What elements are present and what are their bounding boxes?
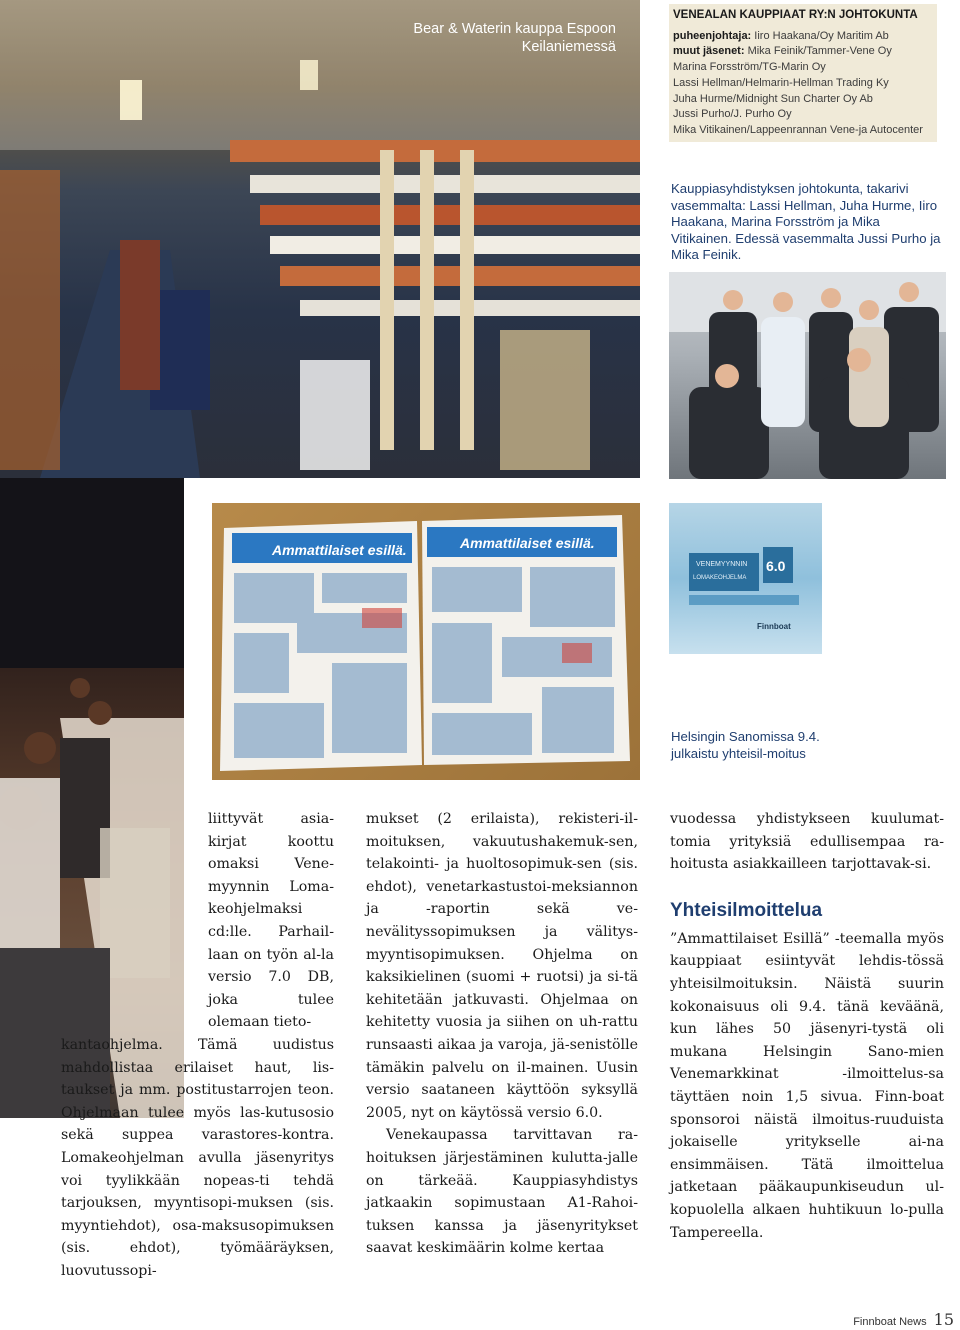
- newspaper-left-header: Ammattilaiset esillä.: [272, 542, 407, 558]
- store-photo-illustration: [0, 0, 640, 478]
- store-photo-caption: Bear & Waterin kauppa Espoon Keilaniemessä: [413, 21, 616, 55]
- board-member: Marina Forsström/TG-Marin Oy: [673, 61, 826, 74]
- article-paragraph: vuodessa yhdistykseen kuulumat-tomia yrityksiä edullisempaa ra-hoitusta asiakkailleen tarjottavak-si.: [670, 811, 944, 873]
- cd-cover-illustration: [669, 503, 822, 654]
- board-group-photo: [669, 272, 946, 479]
- page-footer: [853, 1310, 954, 1329]
- article-paragraph: mukset (2 erilaista), rekisteri-il-moituksen, vakuutushakemuk-sen, telakointi- ja huoltosopimuk-sen (sis. ehdot), venetarkastustoi-meksiannon ja -raportin sekä ve-nevälityssopimuksen ja välitys-myyntisopimuksen. Ohjelma on kaksikielinen (suomi + ruotsi) ja si-tä kehitetään jatkuvasti. Ohjelmaa on kehitetty vuosia ja siihen on uh-rattu runsaasti aikaa ja varoja, jä-senistölle tämäkin palvelu on il-mainen. Uusin versio saataneen käyttöön syksyllä 2005, nyt on käytössä versio 6.0.: [366, 811, 638, 1121]
- board-photo-caption: Kauppiasyhdistyksen johtokunta, takarivi vasemmalta: Lassi Hellman, Juha Hurme, Iiro Haakana, Marina Forsström ja Mika Vitikainen. Edessä vasemmalta Jussi Purho ja Mika Feinik.: [671, 181, 941, 262]
- article-paragraph: kantaohjelma. Tämä uudistus mahdollistaa erilaiset haut, lis-taukset ja mm. postitustarrojen teon. Ohjelmaan tulee myös las-kutusosio sekä suppea varastores-kontra. Lomakeohjelman avulla jäsenyritys voi tyylikkään nopeas-ti tehdä tarjouksen, myyntisopi-muksen (sis. myyntiehdot), osa-maksusopimuksen (sis. ehdot), työmääräyksen, luovutussopi-: [61, 1037, 334, 1279]
- board-member: Mika Vitikainen/Lappeenrannan Vene-ja Autocenter: [673, 123, 923, 136]
- article-paragraph: Venekaupassa tarvittavan ra-hoituksen järjestäminen kulutta-jalle on tärkeää. Kauppiasyhdistys jatkaakin sopimustaan A1-Rahoi-tuksen kanssa ja jäsenyritykset saavat keskimäärin kolme kertaa: [366, 1127, 638, 1257]
- board-members-box: [669, 4, 937, 142]
- board-group-illustration: [669, 272, 946, 479]
- newspaper-illustration: [212, 503, 640, 780]
- cd-version: 6.0: [766, 558, 786, 574]
- board-box-title: VENEALAN KAUPPIAAT RY:N JOHTOKUNTA: [673, 9, 918, 21]
- store-photo: [0, 0, 640, 478]
- meeting-photo: [0, 478, 184, 1118]
- newspaper-photo: [212, 503, 640, 780]
- board-chair-line: [673, 29, 931, 45]
- members-label: muut jäsenet:: [673, 45, 745, 58]
- article-column-1: [61, 1034, 334, 1283]
- article-column-3: [670, 808, 944, 1244]
- cd-title-line-2: LOMAKEOHJELMA: [693, 575, 747, 581]
- article-paragraph: ”Ammattilaiset Esillä” -teemalla myös kauppiaat esiintyvät lehdis-tössä yhteisilmoituksin. Näistä suurin kokonaisuus oli 9.4. tänä keväänä, kun lähes 50 jäsenyri-tystä oli mukana Helsingin Sano-mien Venemarkkinat -ilmoittelus-sa täyttäen noin 1,5 sivua. Finn-boat sponsoroi näistä ilmoitus-ruuduista jokaiselle yritykselle ai-na ensimmäisen. Tätä ilmoittelua jatketaan pääkaupunkiseudun ul-kopuolella alkaen huhtikuun lo-pulla Tampereella.: [670, 930, 944, 1241]
- board-member: Juha Hurme/Midnight Sun Charter Oy Ab: [673, 92, 873, 105]
- article-column-1-wrap: [208, 808, 334, 1034]
- chair-label: puheenjohtaja:: [673, 29, 752, 42]
- cd-cover-photo: [669, 503, 822, 654]
- cd-title-line-1: VENEMYYNNIN: [696, 561, 748, 568]
- cd-brand: Finnboat: [757, 622, 791, 631]
- article-column-2: [366, 808, 638, 1260]
- article-paragraph: liittyvät asia-kirjat koottu omaksi Vene-myynnin Loma-keohjelmaksi cd:lle. Parhail-laan on työn al-la versio 7.0 DB, joka tulee olemaan tieto-: [208, 811, 334, 1031]
- chair-name: Iiro Haakana/Oy Maritim Ab: [754, 29, 889, 42]
- board-members-line: [673, 44, 931, 60]
- board-member: Lassi Hellman/Helmarin-Hellman Trading Ky: [673, 76, 889, 89]
- page-number: 15: [933, 1310, 954, 1329]
- board-member: Jussi Purho/J. Purho Oy: [673, 108, 792, 121]
- board-member: Mika Feinik/Tammer-Vene Oy: [747, 45, 892, 58]
- newspaper-right-header: Ammattilaiset esillä.: [460, 535, 595, 551]
- section-heading: Yhteisilmoittelua: [670, 899, 823, 921]
- meeting-photo-illustration: [0, 478, 184, 1118]
- newspaper-caption: Helsingin Sanomissa 9.4. julkaistu yhteisil-moitus: [671, 729, 820, 761]
- publication-name: Finnboat News: [853, 1316, 927, 1328]
